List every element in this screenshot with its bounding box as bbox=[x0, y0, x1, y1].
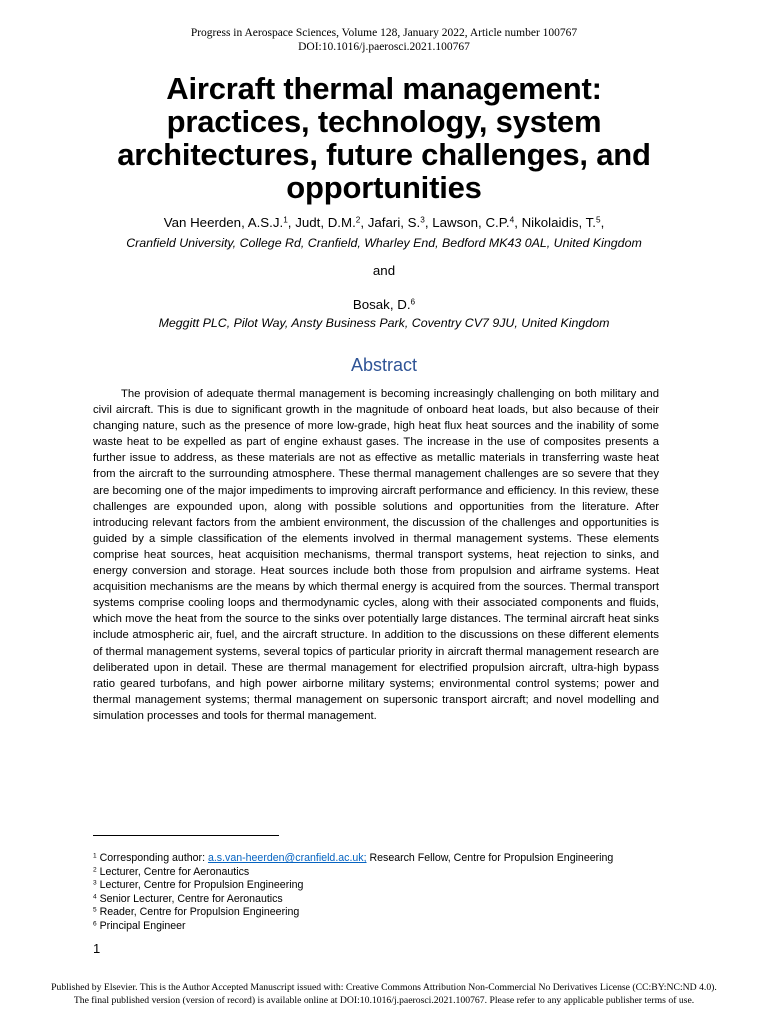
corresponding-email-link[interactable]: a.s.van-heerden@cranfield.ac.uk; bbox=[207, 852, 367, 864]
and-separator: and bbox=[372, 263, 396, 278]
footnote-mark: 2 bbox=[93, 865, 97, 873]
footnote-mark: 6 bbox=[93, 919, 97, 927]
footnote-item bbox=[93, 893, 693, 907]
license-footer bbox=[0, 982, 768, 1007]
doi-line: DOI:10.1016/j.paerosci.2021.100767 bbox=[298, 41, 470, 53]
affiliation-cranfield: Cranfield University, College Rd, Cranfield, Wharley End, Bedford MK43 0AL, United Kingdom bbox=[126, 236, 642, 250]
abstract-text: The provision of adequate thermal management is becoming increasingly challenging on both military and civil aircraft. This is due to significant growth in the magnitude of onboard heat loads, but also because of their changing nature, such as the presence of more low-grade, high heat flux heat sources and the inability of some waste heat to be expelled as part of engine exhaust gases. The increase in the use of composites presents a further issue to address, as these materials are not as effective as metallic materials in transferring waste heat from the aircraft to the surrounding atmosphere. These thermal management challenges are so severe that they are becoming one of the major impediments to improving aircraft performance and efficiency. In this review, these challenges are expounded upon, along with possible solutions and opportunities from the literature. After introducing relevant factors from the ambient environment, the discussion of the challenges and opportunities is guided by a simple classification of the elements involved in thermal management systems. These elements comprise heat sources, heat acquisition mechanisms, thermal transport systems, heat rejection to sinks, and energy conversion and storage. Heat sources include both those from propulsion and airframe systems. Heat acquisition mechanisms are the means by which thermal energy is acquired from the sources. Thermal transport systems comprise cooling loops and thermodynamic cycles, along with their associated components and fluids, which move the heat from the source to the sinks over potentially large distances. The terminal aircraft heat sinks include atmospheric air, fuel, and the aircraft structure. In addition to the discussions on these different elements of thermal management systems, several topics of particular priority in aircraft thermal management research are deliberated upon in detail. These are thermal management for electrified propulsion aircraft, ultra-high bypass ratio geared turbofans, and high power airborne military systems; environmental control systems; power and thermal management systems; thermal management on supersonic transport aircraft; and novel modelling and simulation processes and tools for thermal management. bbox=[93, 388, 659, 722]
author-name: Jafari, S. bbox=[367, 215, 421, 230]
second-author bbox=[0, 297, 768, 312]
footnote-mark: 5 bbox=[93, 906, 97, 914]
footnote-text: Reader, Centre for Propulsion Engineering bbox=[96, 906, 300, 918]
author-footnote-mark: 6 bbox=[410, 297, 416, 307]
journal-header bbox=[0, 26, 768, 54]
author-footnote-mark: 2 bbox=[355, 215, 361, 225]
author-name: Nikolaidis, T. bbox=[521, 215, 596, 230]
author-name: Van Heerden, A.S.J. bbox=[163, 215, 284, 230]
abstract-heading: Abstract bbox=[350, 355, 418, 375]
author-name: Bosak, D. bbox=[352, 297, 411, 312]
title-line: opportunities bbox=[286, 170, 482, 205]
journal-citation: Progress in Aerospace Sciences, Volume 128, January 2022, Article number 100767 bbox=[190, 27, 578, 39]
footnote-text: Principal Engineer bbox=[96, 919, 186, 932]
footnotes bbox=[93, 852, 693, 933]
author-list bbox=[0, 215, 768, 231]
footnote-mark: 3 bbox=[93, 879, 97, 887]
footer-line: The final published version (version of record) is available online at DOI:10.1016/j.paerosci.2021.100767. Please refer to any applicable publisher terms of use. bbox=[73, 994, 695, 1006]
footnote-item bbox=[93, 852, 693, 866]
footnote-item bbox=[93, 906, 693, 920]
author-name: Lawson, C.P. bbox=[432, 215, 510, 230]
author-footnote-mark: 1 bbox=[283, 215, 288, 225]
footnote-text: Lecturer, Centre for Propulsion Engineering bbox=[96, 879, 304, 891]
footnote-divider bbox=[93, 835, 279, 836]
footnote-mark: 1 bbox=[93, 852, 97, 860]
page-number: 1 bbox=[93, 941, 101, 956]
author-name: Judt, D.M. bbox=[295, 215, 356, 230]
author-separator: , bbox=[514, 215, 522, 230]
author-footnote-mark: 4 bbox=[509, 215, 515, 225]
footnote-item bbox=[93, 866, 693, 880]
footer-line: Published by Elsevier. This is the Author Accepted Manuscript issued with: Creative Commons Attribution Non-Commercial No Derivatives License (CC:BY:NC:ND 4.0). bbox=[51, 982, 717, 993]
footnote-item bbox=[93, 879, 693, 893]
footnote-mark: 4 bbox=[93, 892, 97, 900]
author-separator: , bbox=[360, 215, 368, 230]
footnote-text: Corresponding author: bbox=[96, 852, 208, 864]
title-line: Aircraft thermal management: bbox=[166, 71, 602, 106]
title-line: practices, technology, system bbox=[166, 104, 602, 139]
footnote-text: Senior Lecturer, Centre for Aeronautics bbox=[96, 892, 283, 905]
paper-title bbox=[84, 72, 684, 204]
footnote-text: Lecturer, Centre for Aeronautics bbox=[96, 865, 250, 878]
author-footnote-mark: 5 bbox=[595, 215, 601, 225]
footnote-item bbox=[93, 920, 693, 934]
author-separator: , bbox=[600, 215, 605, 230]
author-separator: , bbox=[424, 215, 433, 230]
author-footnote-mark: 3 bbox=[420, 215, 425, 225]
footnote-text: Research Fellow, Centre for Propulsion Engineering bbox=[366, 852, 614, 864]
affiliation-meggitt: Meggitt PLC, Pilot Way, Ansty Business Park, Coventry CV7 9JU, United Kingdom bbox=[158, 316, 610, 330]
title-line: architectures, future challenges, and bbox=[117, 137, 651, 172]
author-separator: , bbox=[287, 215, 296, 230]
